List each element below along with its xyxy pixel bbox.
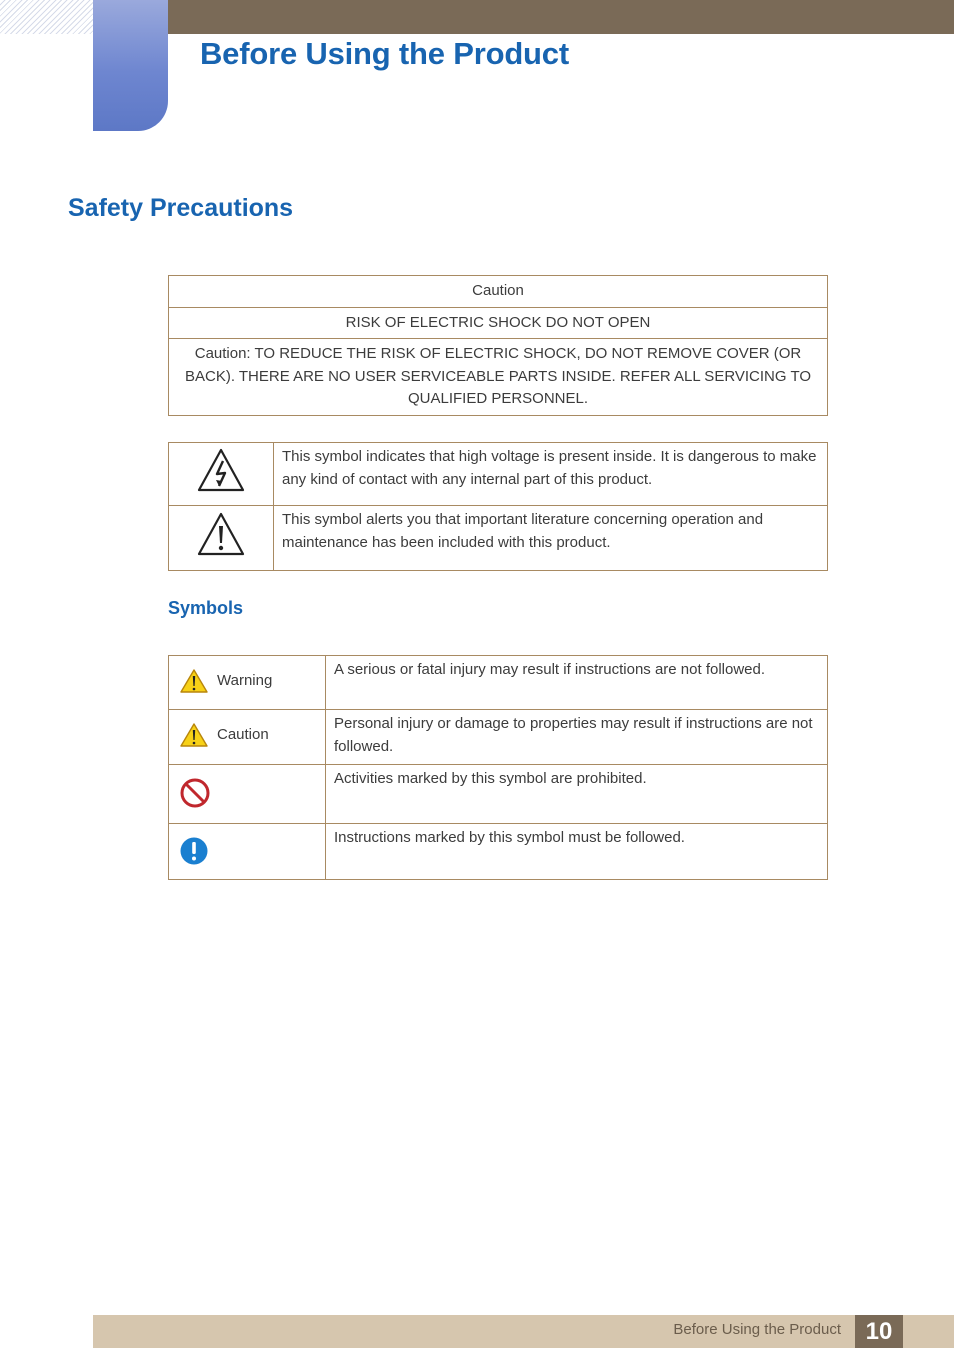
caution-table [168,275,828,416]
mandatory-icon [179,836,209,866]
symbol-label: Warning [217,671,273,689]
exclamation-triangle-icon [196,511,246,557]
footer-chapter-label: Before Using the Product [673,1321,841,1338]
symbol-description: Instructions marked by this symbol must be followed. [326,823,828,880]
symbol-description: Personal injury or damage to properties may result if instructions are not followed. [326,710,828,765]
symbol-description: A serious or fatal injury may result if instructions are not followed. [326,656,828,710]
caution-body-text: Caution: TO REDUCE THE RISK OF ELECTRIC SHOCK, DO NOT REMOVE COVER (OR BACK). THERE ARE NO USER SERVICEABLE PARTS INSIDE. REFER ALL SERVICING TO QUALIFIED PERSONNEL. [169,339,828,416]
symbol-description: This symbol alerts you that important literature concerning operation and maintenance has been included with this product. [274,506,828,571]
symbol-description: Activities marked by this symbol are prohibited. [326,765,828,824]
symbol-explanation-table [168,442,828,571]
chapter-title: Before Using the Product [200,36,569,71]
table-row [169,307,828,339]
header-hatch-pattern [0,0,93,34]
table-row [169,710,828,765]
page-number: 10 [855,1315,903,1348]
header-bar [168,0,954,34]
symbols-legend-table [168,655,828,880]
chapter-tab [93,0,168,131]
table-row [169,823,828,880]
table-row [169,443,828,506]
symbols-heading: Symbols [168,598,244,618]
section-title: Safety Precautions [68,194,294,222]
warning-triangle-icon [179,668,209,694]
high-voltage-triangle-icon [196,447,246,493]
table-row [169,276,828,308]
caution-triangle-icon [179,722,209,748]
table-row [169,506,828,571]
table-row [169,656,828,710]
symbol-description: This symbol indicates that high voltage is present inside. It is dangerous to make any kind of contact with any internal part of this product. [274,443,828,506]
caution-risk-text: RISK OF ELECTRIC SHOCK DO NOT OPEN [169,307,828,339]
prohibited-icon [179,777,211,809]
symbol-label: Caution [217,725,269,743]
table-row [169,339,828,416]
table-row [169,765,828,824]
caution-heading: Caution [169,276,828,308]
